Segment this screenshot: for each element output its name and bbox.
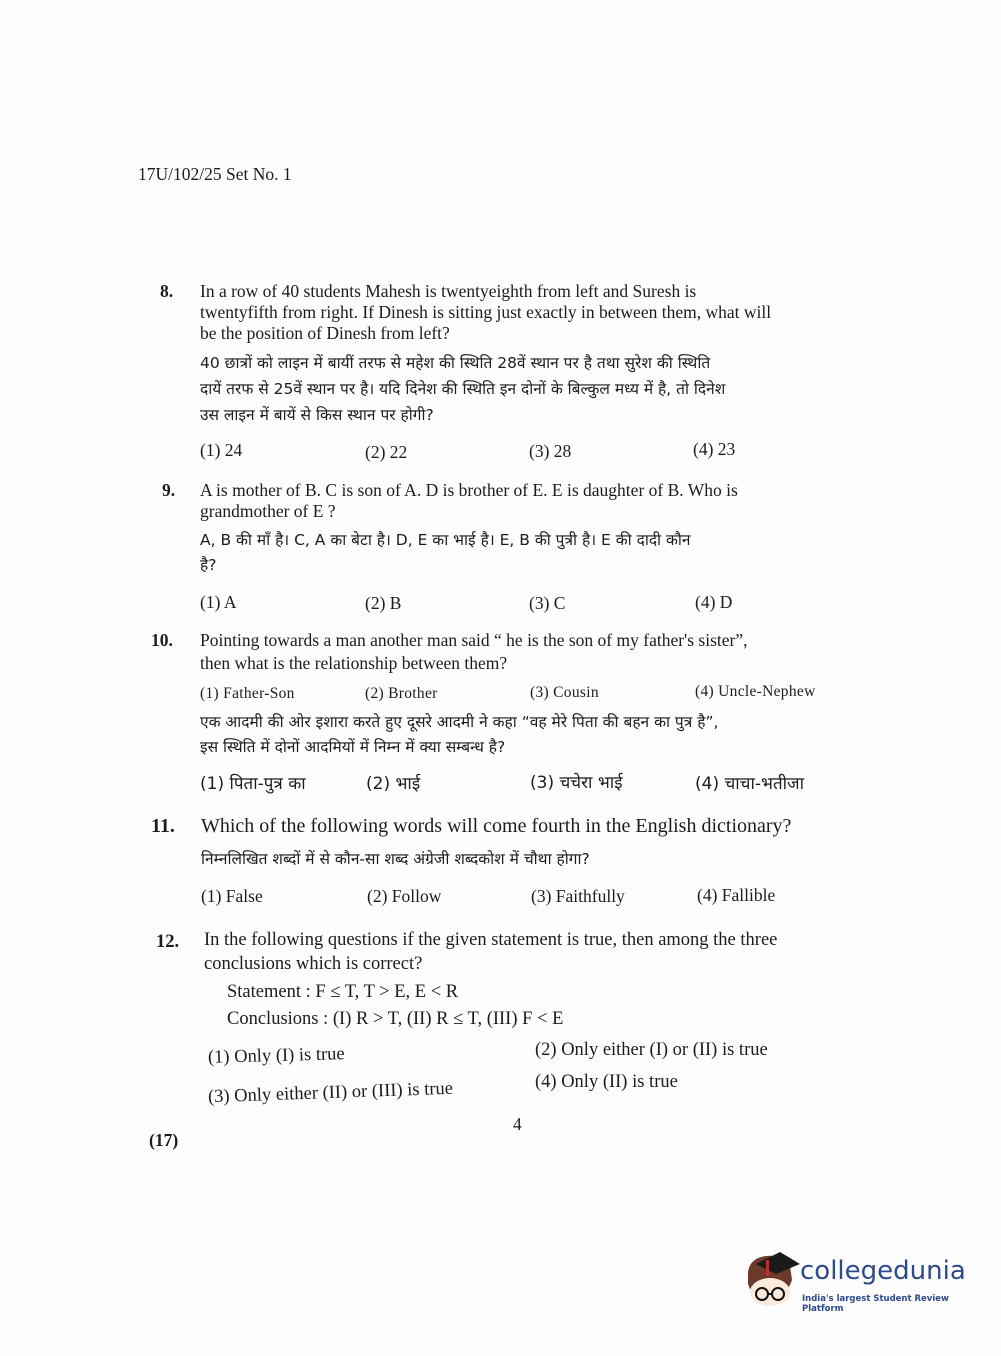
q9-option-1: (1) A bbox=[200, 592, 237, 612]
q8-option-4: (4) 23 bbox=[693, 439, 736, 459]
q8-text-en-3: be the position of Dinesh from left? bbox=[200, 323, 450, 343]
q11-option-1: (1) False bbox=[201, 886, 263, 906]
page-number: 4 bbox=[513, 1114, 522, 1134]
q8-text-en-2: twentyfifth from right. If Dinesh is sitting just exactly in between them, what will bbox=[200, 302, 772, 322]
q9-text-hi-1: A, B की माँ है। C, A का बेटा है। D, E का भाई है। E, B की पुत्री है। E की दादी कौन bbox=[200, 531, 691, 549]
paper-header: 17U/102/25 Set No. 1 bbox=[138, 164, 292, 184]
q11-number: 11. bbox=[151, 815, 175, 837]
q10-option-en-3: (3) Cousin bbox=[530, 684, 599, 701]
q9-option-2: (2) B bbox=[365, 593, 402, 613]
q10-text-en-2: then what is the relationship between them? bbox=[200, 653, 508, 673]
q10-option-en-1: (1) Father-Son bbox=[200, 685, 295, 702]
brand-tagline: India's largest Student Review Platform bbox=[802, 1294, 949, 1314]
q8-text-en-1: In a row of 40 students Mahesh is twentyeighth from left and Suresh is bbox=[200, 281, 697, 301]
q11-text-en: Which of the following words will come fourth in the English dictionary? bbox=[201, 815, 792, 837]
q8-option-2: (2) 22 bbox=[365, 442, 408, 462]
q8-option-3: (3) 28 bbox=[529, 441, 572, 461]
q10-option-hi-1: (1) पिता-पुत्र का bbox=[200, 774, 306, 794]
q11-option-2: (2) Follow bbox=[367, 886, 442, 906]
q12-option-4: (4) Only (II) is true bbox=[535, 1072, 678, 1092]
q10-option-en-2: (2) Brother bbox=[365, 685, 438, 702]
q8-text-hi-2: दायें तरफ से 25वें स्थान पर है। यदि दिनेश की स्थिति इन दोनों के बिल्कुल मध्य में है, तो दिनेश bbox=[200, 380, 726, 398]
q11-option-3: (3) Faithfully bbox=[531, 886, 625, 906]
paper-code: (17) bbox=[149, 1130, 179, 1150]
collegedunia-watermark bbox=[742, 1250, 972, 1315]
brand-name: collegedunia bbox=[800, 1256, 966, 1286]
q10-text-hi-2: इस स्थिति में दोनों आदमियों में निम्न में क्या सम्बन्ध है? bbox=[200, 738, 506, 756]
q11-text-hi: निम्नलिखित शब्दों में से कौन-सा शब्द अंग्रेजी शब्दकोश में चौथा होगा? bbox=[201, 850, 590, 868]
q10-text-en-1: Pointing towards a man another man said “ he is the son of my father's sister”, bbox=[200, 630, 748, 650]
q9-option-3: (3) C bbox=[529, 593, 566, 613]
q12-option-1: (1) Only (I) is true bbox=[207, 1044, 345, 1068]
q8-text-hi-1: 40 छात्रों को लाइन में बायीं तरफ से महेश की स्थिति 28वें स्थान पर है तथा सुरेश की स्थिति bbox=[200, 354, 711, 372]
q12-number: 12. bbox=[156, 932, 180, 952]
q10-option-en-4: (4) Uncle-Nephew bbox=[695, 683, 816, 700]
q10-option-hi-4: (4) चाचा-भतीजा bbox=[695, 774, 805, 794]
q9-option-4: (4) D bbox=[695, 592, 733, 612]
q11-option-4: (4) Fallible bbox=[697, 885, 776, 905]
q10-option-hi-3: (3) चचेरा भाई bbox=[530, 773, 623, 793]
q12-statement: Statement : F ≤ T, T > E, E < R bbox=[227, 982, 459, 1002]
q10-number: 10. bbox=[151, 630, 173, 650]
q9-text-hi-2: है? bbox=[200, 556, 217, 574]
q12-text-en-2: conclusions which is correct? bbox=[204, 954, 423, 974]
q8-option-1: (1) 24 bbox=[200, 440, 243, 460]
q9-text-en-1: A is mother of B. C is son of A. D is brother of E. E is daughter of B. Who is bbox=[200, 480, 738, 500]
q8-text-hi-3: उस लाइन में बायें से किस स्थान पर होगी? bbox=[200, 406, 434, 424]
q12-text-en-1: In the following questions if the given statement is true, then among the three bbox=[204, 930, 778, 950]
q10-text-hi-1: एक आदमी की ओर इशारा करते हुए दूसरे आदमी ने कहा “वह मेरे पिता की बहन का पुत्र है”, bbox=[200, 713, 719, 731]
q9-text-en-2: grandmother of E ? bbox=[200, 501, 336, 521]
q9-number: 9. bbox=[162, 480, 176, 500]
q12-option-2: (2) Only either (I) or (II) is true bbox=[535, 1040, 768, 1060]
q12-conclusions: Conclusions : (I) R > T, (II) R ≤ T, (III) F < E bbox=[227, 1009, 564, 1029]
q12-option-3: (3) Only either (II) or (III) is true bbox=[207, 1078, 454, 1108]
mascot-icon bbox=[742, 1250, 800, 1315]
q8-number: 8. bbox=[160, 281, 174, 301]
q10-option-hi-2: (2) भाई bbox=[366, 774, 421, 794]
